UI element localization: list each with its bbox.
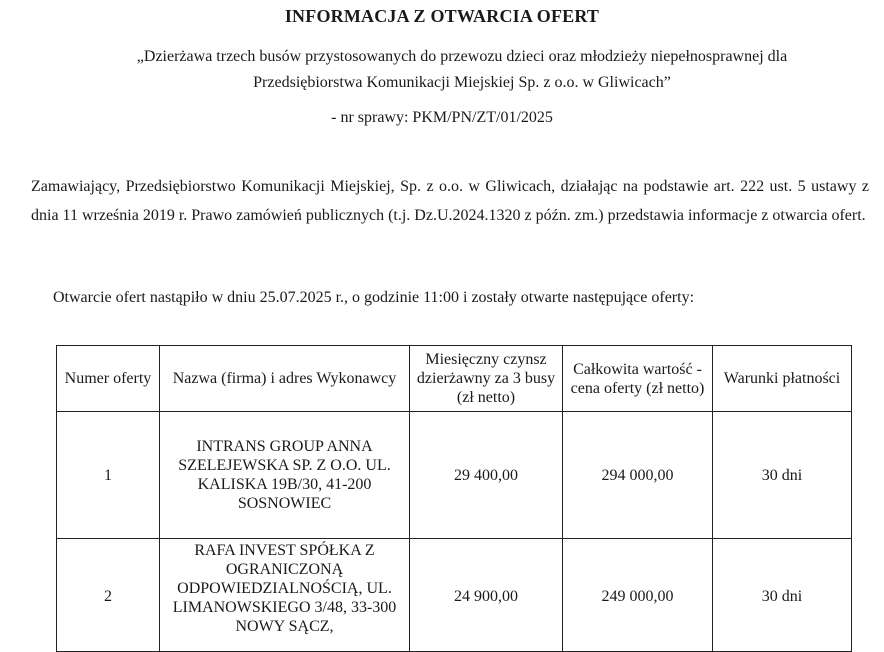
offers-table (56, 345, 852, 652)
table-row (57, 412, 852, 539)
subject-line-2: Przedsiębiorstwa Komunikacji Miejskiej Sp. z o.o. w Gliwicach” (253, 74, 671, 91)
procurement-subject (60, 44, 864, 96)
intro-paragraph: Zamawiający, Przedsiębiorstwo Komunikacji Miejskiej, Sp. z o.o. w Gliwicach, działając na podstawie art. 222 ust. 5 ustawy z dnia 11 września 2019 r. Prawo zamówień publicznych (t.j. Dz.U.2024.1320 z późn. zm.) przedstawia informacje z otwarcia ofert. (31, 178, 869, 224)
offer-contractor (160, 412, 410, 539)
header-number: Numer oferty (57, 346, 160, 412)
offer-monthly-rent: 29 400,00 (410, 412, 563, 539)
contractor-name: RAFA INVEST SPÓŁKA Z OGRANICZONĄ ODPOWIEDZIALNOŚCIĄ, UL. LIMANOWSKIEGO 3/48, 33-300 NOWY SĄCZ, (172, 542, 397, 635)
case-number: - nr sprawy: PKM/PN/ZT/01/2025 (331, 109, 553, 126)
header-contractor: Nazwa (firma) i adres Wykonawcy (160, 346, 410, 412)
document-title: INFORMACJA Z OTWARCIA OFERT (284, 6, 600, 26)
contractor-name: INTRANS GROUP ANNA SZELEJEWSKA SP. Z O.O. UL. KALISKA 19B/30, 41-200 SOSNOWIEC (178, 438, 391, 512)
offer-contractor (160, 539, 410, 652)
offer-number: 1 (57, 412, 160, 539)
table-row (57, 539, 852, 652)
subject-line-1: „Dzierżawa trzech busów przystosowanych do przewozu dzieci oraz młodzieży niepełnosprawnej dla (136, 48, 788, 65)
header-monthly-rent: Miesięczny czynsz dzierżawny za 3 busy (zł netto) (410, 346, 563, 412)
offer-payment-terms: 30 dni (713, 539, 852, 652)
offer-payment-terms: 30 dni (713, 412, 852, 539)
header-total-value: Całkowita wartość - cena oferty (zł netto) (563, 346, 713, 412)
offer-total-value: 294 000,00 (563, 412, 713, 539)
table-header-row (57, 346, 852, 412)
header-payment-terms: Warunki płatności (713, 346, 852, 412)
offer-total-value: 249 000,00 (563, 539, 713, 652)
opening-statement: Otwarcie ofert nastąpiło w dniu 25.07.2025 r., o godzinie 11:00 i zostały otwarte następujące oferty: (53, 289, 695, 306)
offer-number: 2 (57, 539, 160, 652)
offer-monthly-rent: 24 900,00 (410, 539, 563, 652)
